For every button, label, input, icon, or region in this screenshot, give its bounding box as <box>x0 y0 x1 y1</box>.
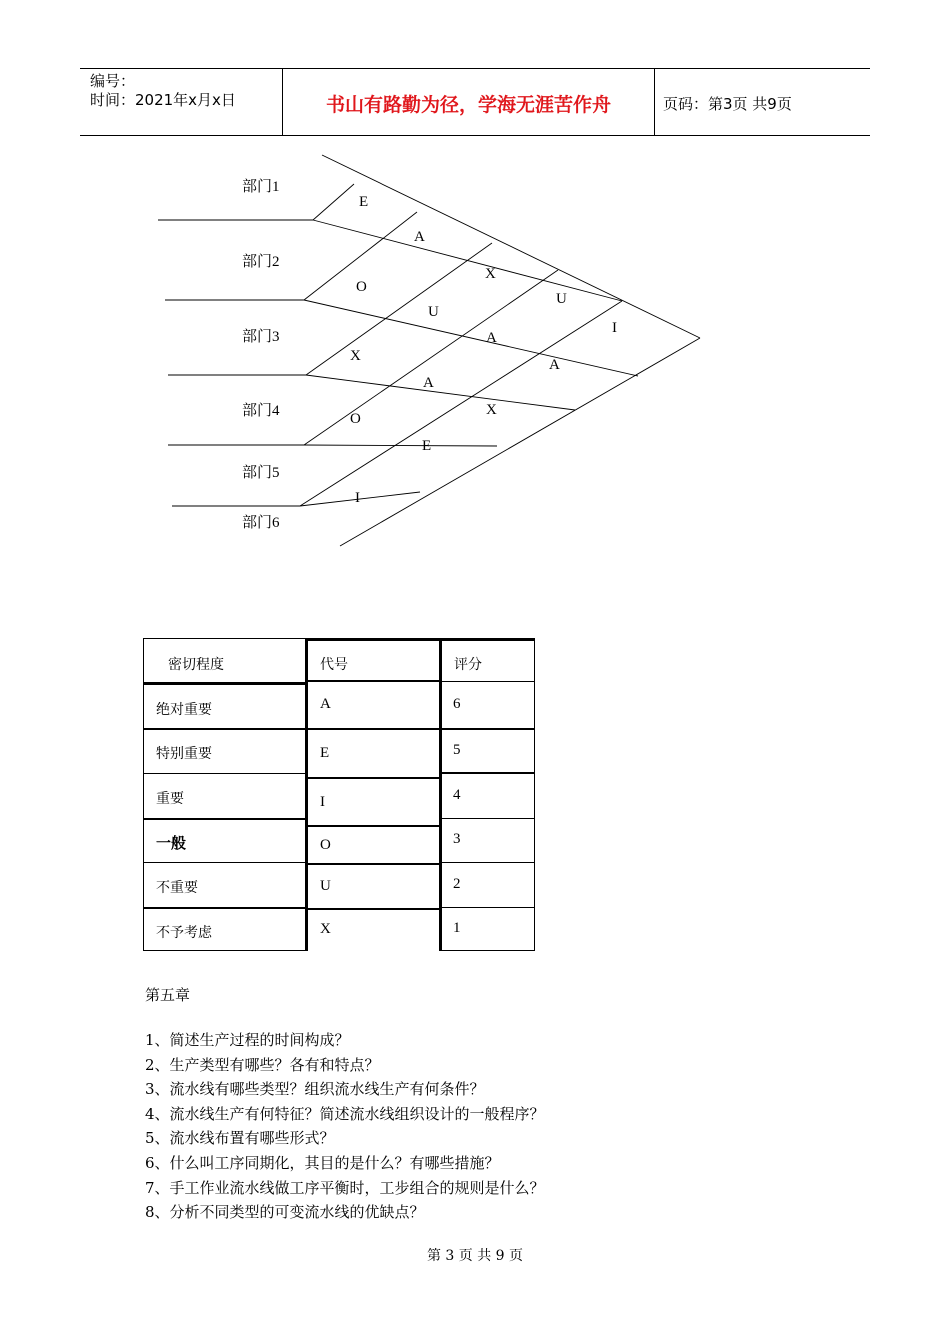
page-footer: 第 3 页 共 9 页 <box>426 1248 524 1264</box>
department-label: 部门6 <box>242 515 280 531</box>
question-item: 6、什么叫工序同期化，其目的是什么？有哪些措施？ <box>145 1153 500 1172</box>
question-item: 1、简述生产过程的时间构成？ <box>145 1031 350 1049</box>
relationship-code: E <box>422 438 432 454</box>
header-motto: 书山有路勤为径，学海无涯苦作舟 <box>325 94 611 116</box>
table-cell-degree: 特别重要 <box>143 728 306 774</box>
relationship-code: E <box>359 194 369 210</box>
grid-diagonal <box>304 445 497 446</box>
relationship-code: A <box>423 375 434 391</box>
table-cell-degree: 不重要 <box>143 862 306 908</box>
relationship-code: A <box>549 357 560 373</box>
grid-diagonal <box>313 184 354 220</box>
department-label: 部门5 <box>242 465 280 481</box>
department-label: 部门3 <box>242 329 280 345</box>
grid-diagonal <box>304 300 638 376</box>
document-number-label: 编号： <box>90 72 136 90</box>
question-item: 7、手工作业流水线做工序平衡时，工步组合的规则是什么？ <box>145 1178 545 1197</box>
relationship-code: X <box>486 402 497 418</box>
table-cell-score: 6 <box>441 681 535 730</box>
table-cell-code: O <box>305 826 442 865</box>
question-list <box>145 1028 545 1225</box>
diagram-outer-edge <box>322 155 700 338</box>
header-bottom-rule <box>80 135 870 136</box>
department-label: 部门4 <box>242 403 280 419</box>
relationship-diagram <box>0 140 720 560</box>
relationship-code: A <box>414 229 425 245</box>
relationship-code: A <box>486 330 497 346</box>
grid-diagonal <box>306 243 492 375</box>
diagram-outer-edge <box>340 338 700 546</box>
header-top-rule <box>80 68 870 69</box>
question-item: 5、流水线布置有哪些形式？ <box>145 1129 335 1148</box>
table-cell-degree: 绝对重要 <box>143 683 306 729</box>
question-item: 2、生产类型有哪些？各有和特点？ <box>145 1055 380 1074</box>
header-divider <box>654 68 655 136</box>
question-item: 8、分析不同类型的可变流水线的优缺点？ <box>145 1203 425 1222</box>
relationship-code: X <box>350 348 361 364</box>
department-label: 部门1 <box>242 179 280 195</box>
grid-diagonal <box>300 301 622 506</box>
chapter-heading: 第五章 <box>145 986 191 1004</box>
department-label: 部门2 <box>242 254 280 270</box>
table-cell-code: E <box>305 729 442 779</box>
table-cell-degree: 不予考虑 <box>143 907 306 951</box>
table-cell-score: 2 <box>441 862 535 908</box>
table-header-cell: 代号 <box>305 638 442 682</box>
relationship-code: O <box>356 279 367 295</box>
table-cell-code: X <box>305 909 442 951</box>
table-cell-code: I <box>305 778 442 827</box>
relationship-code: O <box>350 411 361 427</box>
table-cell-score: 1 <box>441 907 535 951</box>
table-cell-code: U <box>305 864 442 910</box>
grid-diagonal <box>304 270 558 445</box>
relationship-code: I <box>355 490 360 506</box>
document-date-label: 时间：2021年x月x日 <box>90 91 236 109</box>
table-cell-degree: 一般 <box>143 818 306 863</box>
relationship-code: U <box>428 304 439 320</box>
table-cell-score: 4 <box>441 773 535 819</box>
table-cell-score: 5 <box>441 729 535 774</box>
relationship-code: I <box>612 320 617 336</box>
table-header-cell: 评分 <box>441 638 535 682</box>
table-cell-code: A <box>305 681 442 730</box>
question-item: 4、流水线生产有何特征？简述流水线组织设计的一般程序？ <box>145 1104 545 1123</box>
relationship-code: X <box>485 266 496 282</box>
relationship-code: U <box>556 291 567 307</box>
diagram-grid-lines <box>158 155 700 546</box>
grid-diagonal <box>306 375 575 410</box>
page-number-label: 页码：第3页 共9页 <box>663 95 792 113</box>
table-cell-degree: 重要 <box>143 773 306 819</box>
table-header-cell: 密切程度 <box>143 638 306 683</box>
question-item: 3、流水线有哪些类型？组织流水线生产有何条件？ <box>145 1080 485 1099</box>
table-cell-score: 3 <box>441 818 535 863</box>
